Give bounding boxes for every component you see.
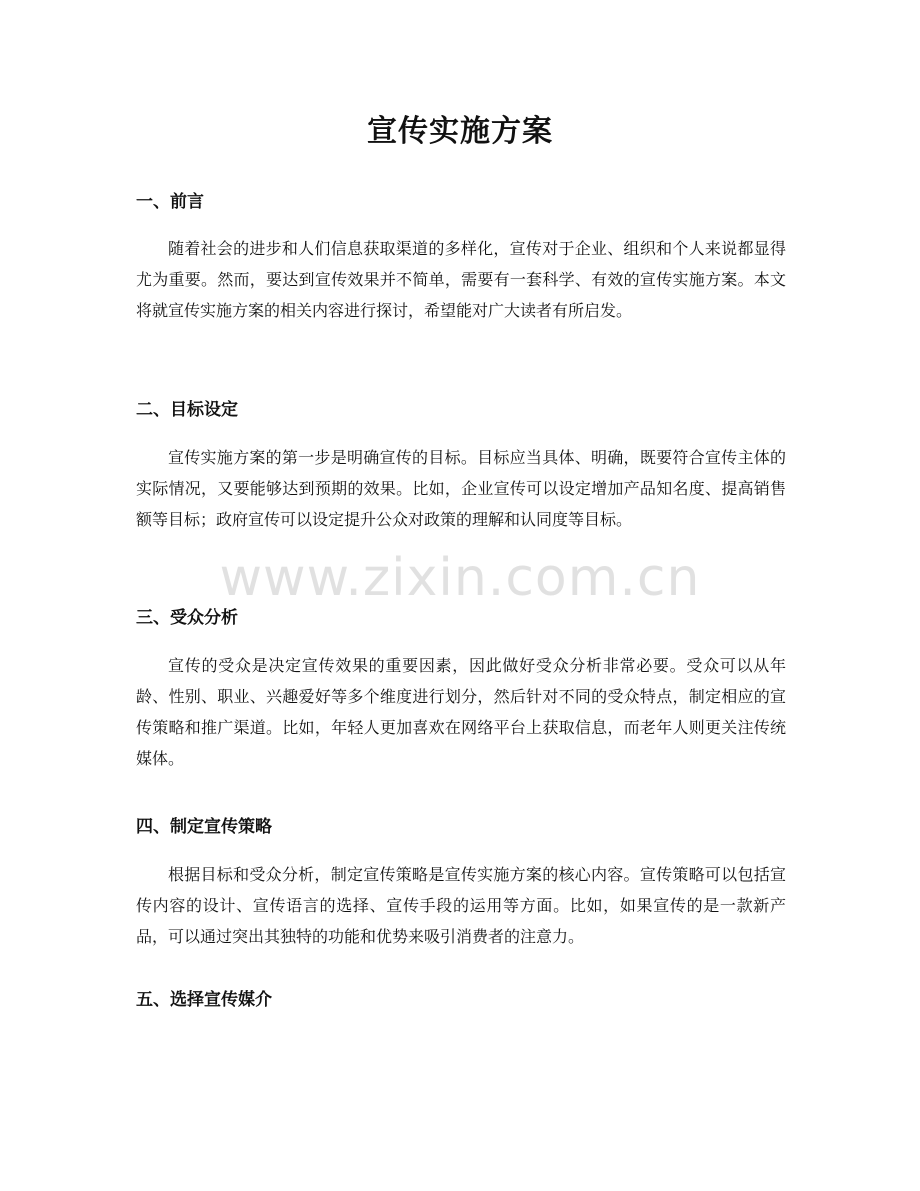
section-heading-strategy: 四、制定宣传策略 xyxy=(136,817,272,837)
section-body-audience-analysis: 宣传的受众是决定宣传效果的重要因素，因此做好受众分析非常必要。受众可以从年龄、性别、职业、兴趣爱好等多个维度进行划分，然后针对不同的受众特点，制定相应的宣传策略和推广渠道。比如，年轻人更加喜欢在网络平台上获取信息，而老年人则更关注传统媒体。 xyxy=(136,656,786,768)
section-heading-media: 五、选择宣传媒介 xyxy=(136,990,272,1010)
section-heading-goal-setting: 二、目标设定 xyxy=(136,400,238,420)
section-body-preface: 随着社会的进步和人们信息获取渠道的多样化，宣传对于企业、组织和个人来说都显得尤为重要。然而，要达到宣传效果并不简单，需要有一套科学、有效的宣传实施方案。本文将就宣传实施方案的相关内容进行探讨，希望能对广大读者有所启发。 xyxy=(136,239,786,320)
document-title: 宣传实施方案 xyxy=(367,114,553,149)
section-heading-preface: 一、前言 xyxy=(136,192,204,212)
section-heading-audience-analysis: 三、受众分析 xyxy=(136,608,238,628)
watermark: www.zixin.com.cn xyxy=(219,548,701,608)
section-body-goal-setting: 宣传实施方案的第一步是明确宣传的目标。目标应当具体、明确，既要符合宣传主体的实际情况，又要能够达到预期的效果。比如，企业宣传可以设定增加产品知名度、提高销售额等目标；政府宣传可以设定提升公众对政策的理解和认同度等目标。 xyxy=(136,448,786,529)
section-body-strategy: 根据目标和受众分析，制定宣传策略是宣传实施方案的核心内容。宣传策略可以包括宣传内容的设计、宣传语言的选择、宣传手段的运用等方面。比如，如果宣传的是一款新产品，可以通过突出其独特的功能和优势来吸引消费者的注意力。 xyxy=(136,865,786,946)
